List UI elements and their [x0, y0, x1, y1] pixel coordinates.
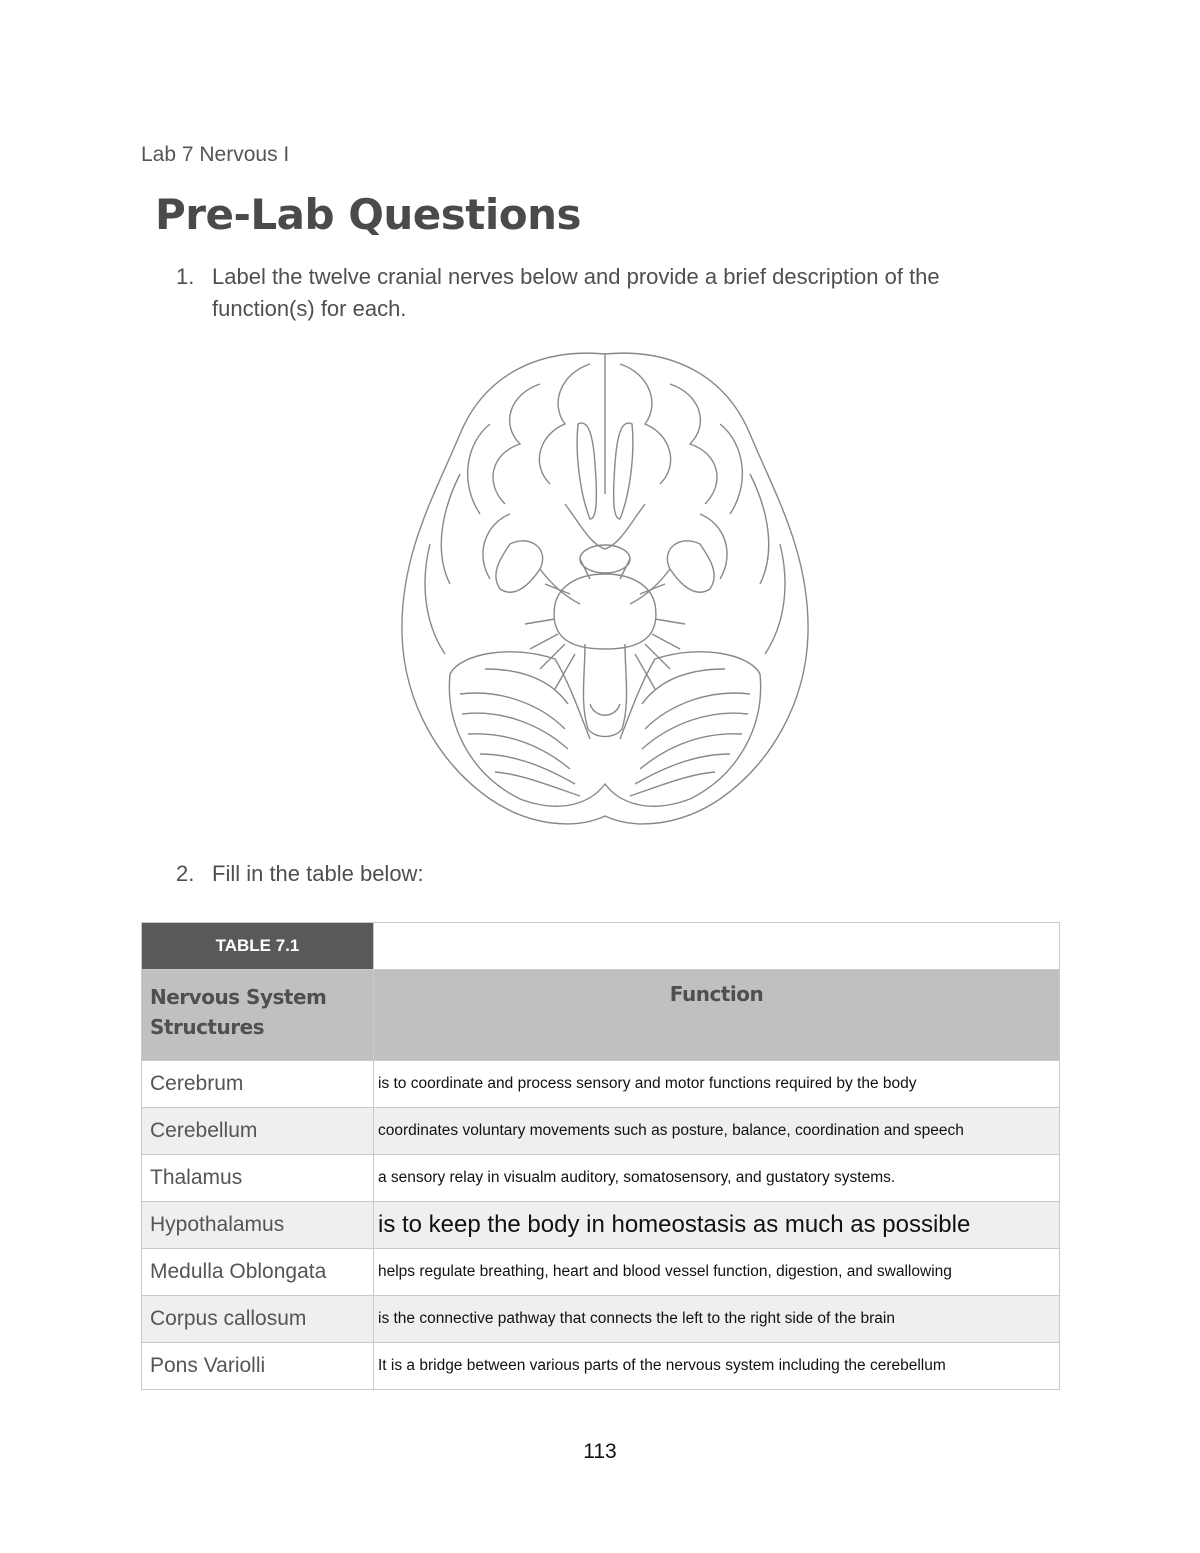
structure-cell: Cerebellum — [142, 1108, 374, 1155]
question-number: 1. — [176, 264, 195, 289]
table-header-row — [142, 970, 1060, 1061]
function-cell[interactable]: helps regulate breathing, heart and blood vessel function, digestion, and swallowing — [374, 1249, 1060, 1296]
function-cell[interactable]: is to coordinate and process sensory and motor functions required by the body — [374, 1061, 1060, 1108]
lab-label: Lab 7 Nervous I — [141, 143, 290, 166]
question-1 — [176, 261, 1036, 325]
brain-inferior-view-icon — [390, 344, 820, 836]
table-caption-blank — [374, 923, 1060, 970]
page-number: 113 — [583, 1440, 617, 1463]
structure-cell: Cerebrum — [142, 1061, 374, 1108]
structure-cell: Corpus callosum — [142, 1296, 374, 1343]
function-cell[interactable]: coordinates voluntary movements such as posture, balance, coordination and speech — [374, 1108, 1060, 1155]
function-cell[interactable]: is the connective pathway that connects the left to the right side of the brain — [374, 1296, 1060, 1343]
column-header-structure: Nervous System Structures — [142, 970, 374, 1061]
table-row — [142, 1155, 1060, 1202]
function-cell[interactable]: a sensory relay in visualm auditory, somatosensory, and gustatory systems. — [374, 1155, 1060, 1202]
table-row — [142, 1202, 1060, 1249]
table-row — [142, 1108, 1060, 1155]
table-row — [142, 1296, 1060, 1343]
table-caption: TABLE 7.1 — [142, 923, 374, 970]
structure-cell: Medulla Oblongata — [142, 1249, 374, 1296]
page-title: Pre-Lab Questions — [155, 190, 582, 239]
function-cell[interactable]: is to keep the body in homeostasis as much as possible — [374, 1202, 1060, 1249]
structure-cell: Pons Variolli — [142, 1343, 374, 1390]
structure-cell: Thalamus — [142, 1155, 374, 1202]
table-row — [142, 1343, 1060, 1390]
table-7-1 — [141, 922, 1060, 1390]
table-row — [142, 1249, 1060, 1296]
table-row — [142, 1061, 1060, 1108]
table-caption-row — [142, 923, 1060, 970]
question-number: 2. — [176, 861, 195, 886]
function-cell[interactable]: It is a bridge between various parts of the nervous system including the cerebellum — [374, 1343, 1060, 1390]
structure-cell: Hypothalamus — [142, 1202, 374, 1249]
question-text: Fill in the table below: — [212, 861, 424, 886]
column-header-function: Function — [374, 970, 1060, 1061]
question-2 — [176, 858, 1012, 890]
question-text: Label the twelve cranial nerves below and provide a brief description of the function(s) for each. — [212, 264, 940, 321]
